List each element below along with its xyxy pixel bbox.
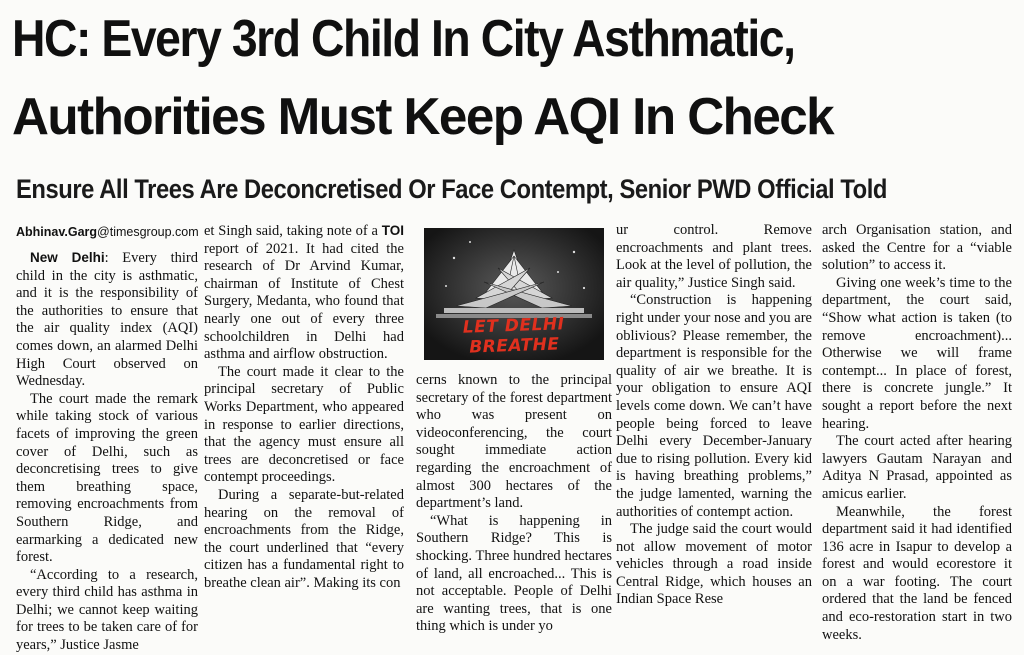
paragraph-text: : Every third child in the city is asthmatic, and it is the responsibility of the authorities to ensure that the air quality index (AQI) comes down, an alarmed Delhi High Court observed on Wednesday. [16, 250, 198, 390]
byline-domain: @timesgroup.com [97, 225, 199, 239]
article-column-5 [822, 222, 1012, 643]
paragraph-text: report of 2021. It had cited the research of Dr Arvind Kumar, chairman of Institute of Chest Surgery, Medanta, who found that nearly one out of every three schoolchildren in Delhi had asthma and airflow obstruction. [204, 240, 404, 363]
paragraph: arch Organisation station, and asked the Centre for a “viable solution” to access it. [822, 222, 1012, 274]
paragraph: “According to a research, every third child has asthma in Delhi; we cannot keep waiting for trees to be taken care of for years,” Justice Jasme [16, 566, 198, 654]
paragraph: During a separate-but-related hearing on the removal of encroachments from the Ridge, the court underlined that “every citizen has a fundamental right to breathe clean air”. Making its con [204, 486, 404, 591]
illustration-let-delhi-breathe [424, 228, 604, 360]
paragraph [204, 222, 404, 364]
article-column-4 [616, 222, 812, 608]
paragraph-text: et Singh said, taking note of a [204, 223, 382, 239]
paragraph [16, 249, 198, 391]
paragraph: Giving one week’s time to the department, the court said, “Show what action is taken (to remove encroachment)... Otherwise we will frame contempt... In place of forest, there is concrete jungle.” It sought a report before the next hearing. [822, 274, 1012, 432]
headline-line-1: HC: Every 3rd Child In City Asthmatic, [12, 10, 795, 68]
paragraph: The judge said the court would not allow movement of motor vehicles through a road inside Central Ridge, which houses an Indian Space Rese [616, 521, 812, 608]
deck-subheadline: Ensure All Trees Are Deconcretised Or Face Contempt, Senior PWD Official Told [16, 174, 887, 204]
paragraph: Meanwhile, the forest department said it had identified 136 acre in Isapur to develop a forest and would ecorestore it on a war footing. The court ordered that the land be fenced and eco-restoration start in two weeks. [822, 503, 1012, 643]
article-column-1 [16, 224, 199, 654]
paragraph: ur control. Remove encroachments and plant trees. Look at the level of pollution, the air quality,” Justice Singh said. [616, 222, 812, 291]
paragraph: The court acted after hearing lawyers Gautam Narayan and Aditya N Prasad, appointed as amicus earlier. [822, 433, 1012, 502]
dateline: New Delhi [30, 250, 105, 265]
paragraph: cerns known to the principal secretary of the forest department who was present on videoconferencing, the court sought immediate action regarding the encroachment of almost 300 hectares of the department’s land. [416, 372, 612, 512]
article-column-3 [416, 372, 612, 635]
paragraph: The court made the remark while taking stock of various facets of improving the green cover of Delhi, such as deconcretising trees to give them breathing space, removing encroachments from Southern Ridge, and earmarking a dedicated new forest. [16, 390, 198, 566]
byline [16, 224, 198, 241]
byline-name: Abhinav.Garg [16, 225, 98, 239]
article-column-2 [204, 222, 404, 603]
paragraph: “What is happening in Southern Ridge? This is shocking. Three hundred hectares of land, all encroached... This is not acceptable. People of Delhi are wanting trees, that is one thing which is under yo [416, 512, 612, 635]
toi-mention: TOI [381, 223, 404, 238]
illustration-caption: LET DELHI BREATHE [462, 314, 565, 358]
headline-line-2: Authorities Must Keep AQI In Check [12, 88, 834, 146]
paragraph: “Construction is happening right under your nose and you are oblivious? Please remember, the department is responsible for the quality of air we breathe. It is your obligation to ensure AQI levels come down. We can’t have people being forced to leave Delhi every December-January due to rising pollution. Every kid is having breathing problems,” the judge lamented, warning the authorities of contempt action. [616, 292, 812, 520]
paragraph: The court made it clear to the principal secretary of Public Works Department, who appeared in response to earlier directions, that the agency must ensure all trees are deconcretised or face contempt proceedings. [204, 363, 404, 486]
